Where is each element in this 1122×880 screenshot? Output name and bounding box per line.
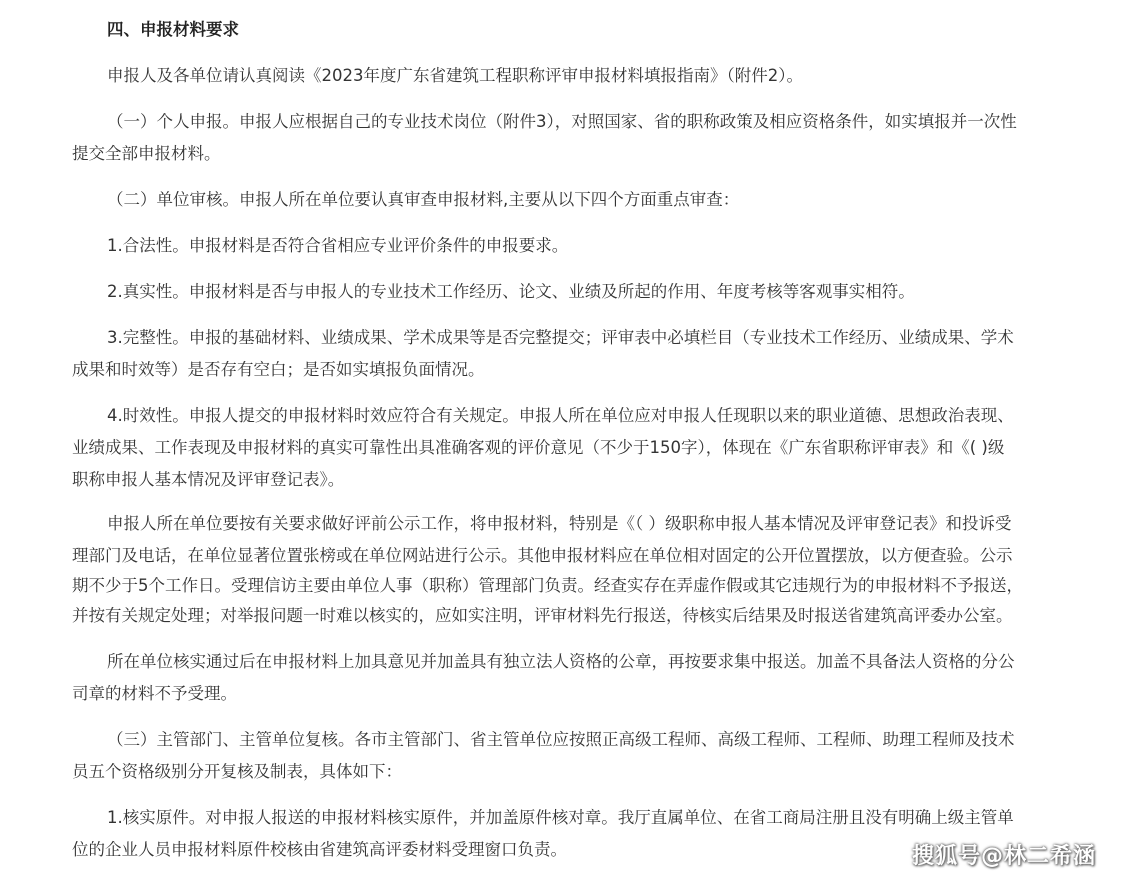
paragraph-line: 所在单位核实通过后在申报材料上加具意见并加盖具有独立法人资格的公章，再按要求集中报送。加盖不具备法人资格的分公: [107, 652, 1015, 671]
paragraph-line: 3.完整性。申报的基础材料、业绩成果、学术成果等是否完整提交；评审表中必填栏目（专业技术工作经历、业绩成果、学术: [107, 328, 1014, 347]
paragraph-line: 2.真实性。申报材料是否与申报人的专业技术工作经历、论文、业绩及所起的作用、年度考核等客观事实相符。: [107, 282, 915, 301]
paragraph-line: 期不少于5个工作日。受理信访主要由单位人事（职称）管理部门负责。经查实存在弄虚作假或其它违规行为的申报材料不予报送，: [72, 576, 1023, 595]
paragraph-line: 并按有关规定处理；对举报问题一时难以核实的，应如实注明，评审材料先行报送，待核实后结果及时报送省建筑高评委办公室。: [72, 606, 1013, 625]
section-heading: 四、申报材料要求: [107, 20, 239, 39]
paragraph-line: 成果和时效等）是否存有空白；是否如实填报负面情况。: [72, 360, 485, 379]
paragraph-line: （一）个人申报。申报人应根据自己的专业技术岗位（附件3），对照国家、省的职称政策及相应资格条件，如实填报并一次性: [107, 112, 1017, 131]
intro-paragraph: 申报人及各单位请认真阅读《2023年度广东省建筑工程职称评审申报材料填报指南》（附件2）。: [107, 66, 803, 85]
paragraph-line: 业绩成果、工作表现及申报材料的真实可靠性出具准确客观的评价意见（不少于150字），体现在《广东省职称评审表》和《( )级: [72, 438, 1005, 457]
paragraph-line: （三）主管部门、主管单位复核。各市主管部门、省主管单位应按照正高级工程师、高级工程师、工程师、助理工程师及技术: [107, 730, 1015, 749]
paragraph-line: 4.时效性。申报人提交的申报材料时效应符合有关规定。申报人所在单位应对申报人任现职以来的职业道德、思想政治表现、: [107, 406, 1014, 425]
paragraph-line: 位的企业人员申报材料原件校核由省建筑高评委材料受理窗口负责。: [72, 840, 567, 859]
paragraph-line: 申报人所在单位要按有关要求做好评前公示工作，将申报材料，特别是《（ ）级职称申报人基本情况及评审登记表》和投诉受: [107, 514, 1012, 533]
paragraph-line: 提交全部申报材料。: [72, 144, 221, 163]
paragraph-line: （二）单位审核。申报人所在单位要认真审查申报材料,主要从以下四个方面重点审查：: [107, 190, 740, 209]
paragraph-line: 员五个资格级别分开复核及制表，具体如下：: [72, 762, 402, 781]
paragraph-line: 司章的材料不予受理。: [72, 684, 237, 703]
paragraph-line: 职称申报人基本情况及评审登记表》。: [72, 470, 345, 489]
paragraph-line: 1.核实原件。对申报人报送的申报材料核实原件，并加盖原件核对章。我厅直属单位、在省工商局注册且没有明确上级主管单: [107, 808, 1014, 827]
watermark: 搜狐号@林二希涵: [911, 844, 1096, 869]
paragraph-line: 理部门及电话，在单位显著位置张榜或在单位网站进行公示。其他申报材料应在单位相对固定的公开位置摆放，以方便查验。公示: [72, 546, 1013, 565]
paragraph-line: 1.合法性。申报材料是否符合省相应专业评价条件的申报要求。: [107, 236, 569, 255]
